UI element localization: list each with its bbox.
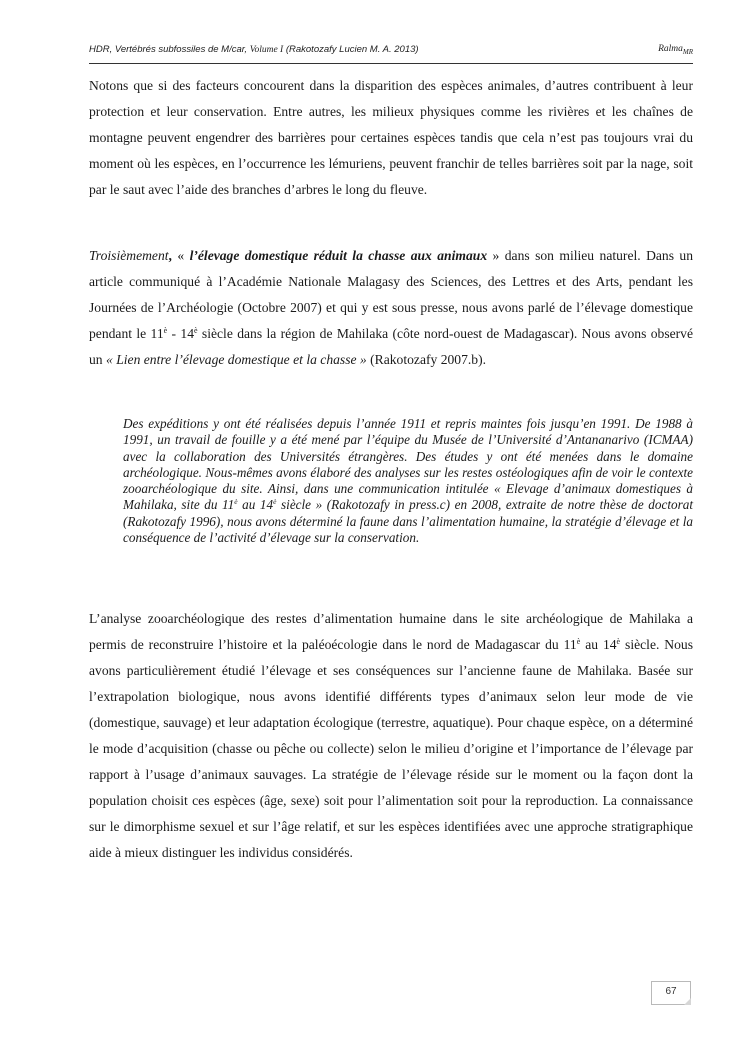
- paragraph-2-sup-a: è: [163, 326, 168, 335]
- paragraph-2-text-d: (Rakotozafy 2007.b).: [366, 352, 487, 367]
- paragraph-3-sup-b: è: [616, 637, 621, 646]
- paragraph-3: [89, 606, 693, 866]
- header-signature-sub: MR: [682, 47, 693, 56]
- paragraph-2-sup-b: è: [194, 326, 198, 335]
- header-author: (Rakotozafy Lucien M. A. 2013): [283, 44, 419, 55]
- paragraph-2-close-quote: »: [487, 248, 505, 263]
- header-signature-main: Ralma: [658, 44, 683, 54]
- paragraph-2-italic-title: « Lien entre l’élevage domestique et la chasse »: [106, 352, 367, 367]
- paragraph-1: Notons que si des facteurs concourent dans la disparition des espèces animales, d’autres contribuent à leur protection et leur conservation. Entre autres, les milieux physiques comme les rivières et les chaînes de montagne peuvent engendrer des barrières pour certaines espèces tandis que cela n’est pas toujours vrai du moment où les espèces, en l’occurrence les lémuriens, peuvent franchir de telles barrières soit par la nage, soit par le saut avec l’aide des branches d’arbres le long du fleuve.: [89, 78, 693, 197]
- header-volume: Volume I: [249, 45, 284, 55]
- paragraph-2: [89, 243, 693, 373]
- block-quote-text-b: au 14: [237, 497, 274, 513]
- paragraph-3-text-c: siècle. Nous avons particulièrement étudié l’élevage et ses conséquences sur l’ancienne faune de Mahilaka. Basée sur l’extrapolation biologique, nous avons identifié différents types d’animaux selon leur mode de vie (domestique, sauvage) et leur adaptation écologique (terrestre, aquatique). Pour chaque espèce, on a déterminé le mode d’acquisition (chasse ou pêche ou collecte) selon le milieu d’origine et l’importance de l’élevage par rapport à l’usage d’animaux sauvages. La stratégie de l’élevage réside sur le moment ou la façon dont la population choisit ces espèces (âge, sexe) soit pour l’alimentation soit pour la reproduction. La connaissance sur le dimorphisme sexuel et sur l’âge relatif, et sur les espèces identifiées avec une approche stratigraphique aide à mieux distinguer les individus considérés.: [89, 637, 693, 860]
- paragraph-2-text-a: dans son milieu naturel. Dans un article communiqué à l’Académie Nationale Malagasy des Sciences, des Lettres et des Arts, pendant les Journées de l’Archéologie (Octobre 2007) et qui y est sous presse, nous avons parlé de l’élevage domestique pendant le 11: [89, 248, 694, 341]
- paragraph-3-text-a: L’analyse zooarchéologique des restes d’alimentation humaine dans le site archéologique de Mahilaka a permis de reconstruire l’histoire et la paléoécologie dans le nord de Madagascar du 11: [89, 611, 693, 652]
- paragraph-2-text-c: siècle dans la région de Mahilaka (côte nord-ouest de Madagascar). Nous avons observé un: [89, 326, 693, 367]
- header-signature: [658, 44, 693, 56]
- block-quote-text-a: Des expéditions y ont été réalisées depuis l’année 1911 et repris maintes fois jusqu’en 1991. De 1988 à 1991, un travail de fouille y a été mené par l’équipe du Musée de l’Université d’Antananarivo (ICMAA) avec la collaboration des Universités étrangères. Des études y ont été menées dans le domaine archéologique. Nous-mêmes avons élaboré des analyses sur les restes ostéologiques afin de voir le contexte zooarchéologique du site. Ainsi, dans une communication intitulée « Elevage d’animaux domestiques à Mahilaka, site du 11: [123, 416, 693, 513]
- paragraph-2-comma: ,: [168, 248, 172, 263]
- header-title-main: HDR, Vertébrés subfossiles de M/car,: [89, 44, 250, 55]
- block-quote-sup-b: è: [273, 497, 277, 507]
- header-title: [89, 44, 419, 55]
- paragraph-2-text-b: - 14: [167, 326, 194, 341]
- header-rule: [89, 63, 693, 64]
- page-number-box: [651, 981, 691, 1005]
- paragraph-2-emphasis: l’élevage domestique réduit la chasse aux animaux: [189, 248, 488, 263]
- paragraph-3-sup-a: è: [576, 637, 581, 646]
- paragraph-3-text-b: au 14: [580, 637, 617, 652]
- running-header: [89, 44, 693, 62]
- block-quote-sup-a: è: [234, 497, 238, 507]
- block-quote-text-c: siècle » (Rakotozafy in press.c) en 2008, extraite de notre thèse de doctorat (Rakotozafy 1996), nous avons déterminé la faune dans l’alimentation humaine, la stratégie d’élevage et la conséquence de l’activité d’élevage sur la conservation.: [123, 497, 693, 546]
- paragraph-2-lead: Troisièmement: [89, 248, 169, 263]
- block-quote: [123, 416, 693, 546]
- page-number: 67: [665, 986, 677, 997]
- paragraph-2-open-quote: «: [171, 248, 190, 263]
